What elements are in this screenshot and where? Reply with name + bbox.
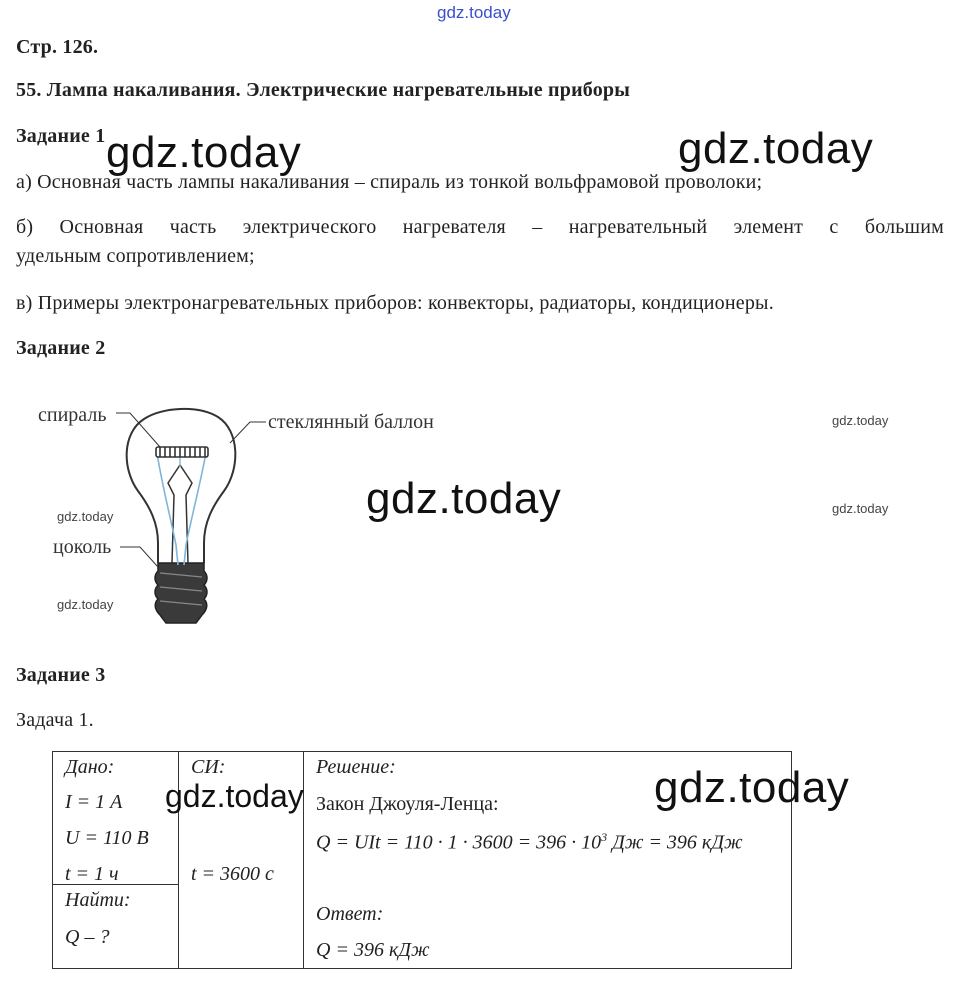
find-value: Q – ? [65,926,110,948]
lamp-neck [158,543,204,563]
label-glass-bulb: стеклянный баллон [268,411,434,433]
task2-heading: Задание 2 [16,337,106,359]
solution-formula: Q = UIt = $110 \cdot 1 \cdot 3600 = 396 \cdot 10^3$ Дж = 396 кДж [316,830,743,854]
task3-heading: Задание 3 [16,664,106,686]
answer-label: Ответ: [316,903,384,925]
watermark-big-1: gdz.today [106,128,302,177]
given-label: Дано: [65,756,115,778]
si-label: СИ: [191,756,226,778]
label-base: цоколь [53,536,112,558]
page-number: Стр. 126. [16,36,99,58]
joule-lenz-law: Закон Джоуля-Ленца: [316,793,499,815]
watermark-small-2: gdz.today [832,501,889,516]
find-cell [53,885,179,969]
glass-stem [168,465,192,563]
given-voltage: U = 110 В [65,827,149,849]
task1-item-a: а) Основная часть лампы накаливания – спираль из тонкой вольфрамовой проволоки; [16,171,763,193]
lead-wire-left [157,453,178,565]
page-title: 55. Лампа накаливания. Электрические нагревательные приборы [16,79,631,101]
task1-item-b-line1: б) Основная часть электрического нагревателя – нагревательный элемент с большим [16,216,944,238]
task1-heading: Задание 1 [16,125,106,147]
watermark-top: gdz.today [437,3,511,22]
find-label: Найти: [65,889,131,911]
glass-bulb-outline [127,409,236,543]
label-spiral: спираль [38,404,107,426]
watermark-small-4: gdz.today [57,597,114,612]
task1-item-c: в) Примеры электронагревательных приборов: конвекторы, радиаторы, кондиционеры. [16,292,774,314]
task3-subtitle: Задача 1. [16,709,94,731]
solution-label: Решение: [316,756,396,778]
given-cell [53,752,179,885]
leader-line-base [120,547,158,567]
given-current: I = 1 А [65,791,123,813]
watermark-big-4: gdz.today [654,763,850,812]
leader-line-bulb [230,422,266,443]
watermark-small-1: gdz.today [832,413,889,428]
watermark-medium: gdz.today [165,778,304,814]
screw-base [155,563,207,623]
given-time: t = 1 ч [65,863,119,885]
answer-value: Q = 396 кДж [316,939,430,961]
watermark-small-3: gdz.today [57,509,114,524]
watermark-big-2: gdz.today [678,124,874,173]
task1-item-b-line2: удельным сопротивлением; [16,245,255,267]
leader-line-spiral [116,413,160,447]
incandescent-lamp-illustration [100,395,280,630]
watermark-big-3: gdz.today [366,474,562,523]
si-value: t = 3600 с [191,863,274,885]
spiral-filament [156,447,208,457]
